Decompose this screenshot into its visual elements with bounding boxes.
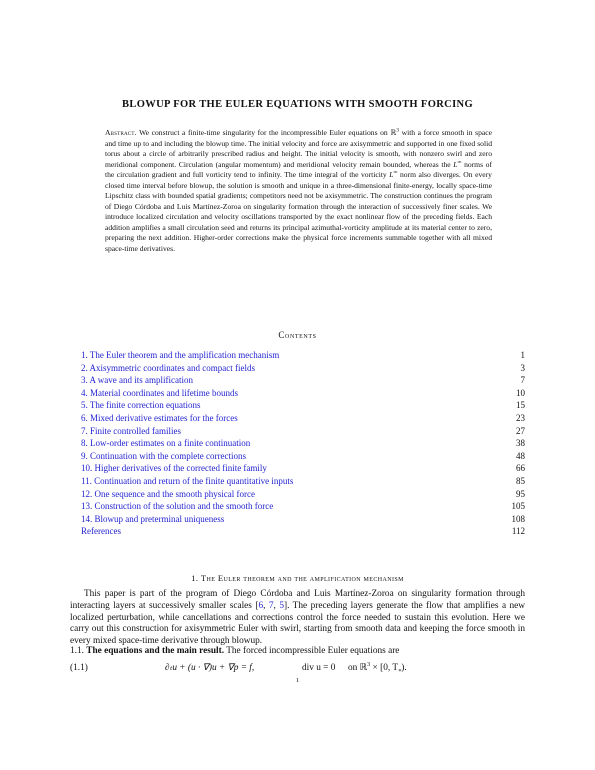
- toc-page: 10: [516, 387, 525, 398]
- abstract-label: Abstract.: [105, 128, 137, 137]
- citation-link[interactable]: 6: [258, 600, 264, 611]
- toc-entry[interactable]: [81, 513, 525, 526]
- contents-heading: Contents: [278, 330, 317, 340]
- equation-domain-on: on ℝ: [348, 663, 367, 673]
- toc-page: 3: [520, 362, 525, 373]
- toc-page: 108: [511, 513, 525, 524]
- toc-page: 95: [516, 488, 525, 499]
- citation-link[interactable]: 5: [279, 600, 284, 611]
- toc-link[interactable]: 7. Finite controlled families: [81, 425, 181, 436]
- abstract-text-3: norms of the circulation gradient and full vorticity tend to infinity. The time integral of the vorticity: [105, 159, 492, 179]
- paper-title: BLOWUP FOR THE EULER EQUATIONS WITH SMOOTH FORCING: [122, 99, 473, 110]
- toc-link[interactable]: 4. Material coordinates and lifetime bounds: [81, 387, 238, 398]
- toc-entry[interactable]: [81, 349, 525, 362]
- toc-entry[interactable]: [81, 437, 525, 450]
- toc-entry[interactable]: [81, 475, 525, 488]
- toc-link[interactable]: 3. A wave and its amplification: [81, 375, 193, 386]
- toc-entry[interactable]: [81, 500, 525, 513]
- toc-page: 27: [516, 425, 525, 436]
- toc-link[interactable]: 13. Construction of the solution and the smooth force: [81, 501, 274, 512]
- toc-link[interactable]: 12. One sequence and the smooth physical force: [81, 488, 255, 499]
- toc-page: 48: [516, 450, 525, 461]
- toc-page: 1: [520, 350, 525, 360]
- toc-entry[interactable]: [81, 425, 525, 438]
- abstract-text-1: We construct a finite-time singularity for the incompressible Euler equations on ℝ: [139, 128, 397, 137]
- toc-entry[interactable]: [81, 488, 525, 501]
- toc-entry[interactable]: [81, 462, 525, 475]
- abstract-infinity-exponent-2: ∞: [393, 169, 398, 176]
- toc-entry[interactable]: [81, 362, 525, 375]
- toc-entry[interactable]: [81, 412, 525, 425]
- abstract: [105, 128, 492, 254]
- equation-momentum: ∂ₜu + (u · ∇)u + ∇p = f,: [165, 663, 255, 673]
- toc-link[interactable]: 10. Higher derivatives of the corrected finite family: [81, 463, 267, 474]
- abstract-text-4: norm also diverges. On every closed time interval before blowup, the solution is smooth and unique in a three-dimensional finite-energy, locally space-time Lipschitz class with bounded spatial gradients; competitors need not be axisymmetric. The construction continues the program of Diego Córdoba and Luis Martínez-Zoroa on singularity formation through the interaction of successively finer scales. We introduce localized circulation and velocity oscillations transported by the exact nonlinear flow of the preceding fields. Each addition amplifies a small circulation seed and returns its principal azimuthal-vorticity amplitude at its material center to zero, preparing the next addition. Higher-order corrections make the physical force increments summable together with all mixed space-time derivatives.: [105, 170, 492, 253]
- toc-entry[interactable]: [81, 387, 525, 400]
- toc-entry[interactable]: [81, 450, 525, 463]
- section-1-heading: 1. The Euler theorem and the amplification mechanism: [191, 573, 404, 583]
- equation-domain-close: ).: [401, 663, 407, 673]
- equation-domain: [348, 662, 407, 674]
- table-of-contents: [81, 349, 525, 538]
- toc-page: 112: [511, 526, 525, 537]
- equation-divergence: div u = 0: [302, 663, 336, 673]
- subsection-text: The forced incompressible Euler equations are: [226, 646, 400, 656]
- abstract-r3-exponent: 3: [396, 127, 400, 134]
- toc-link[interactable]: 5. The finite correction equations: [81, 400, 201, 411]
- toc-page: 66: [516, 463, 525, 474]
- toc-link[interactable]: 14. Blowup and preterminal uniqueness: [81, 513, 225, 524]
- page-number: 1: [295, 677, 300, 684]
- toc-entry[interactable]: [81, 374, 525, 387]
- toc-link[interactable]: 2. Axisymmetric coordinates and compact fields: [81, 362, 255, 373]
- toc-page: 15: [516, 400, 525, 411]
- abstract-l-symbol-2: L: [389, 170, 394, 179]
- abstract-infinity-exponent: ∞: [457, 158, 462, 165]
- subsection-number: 1.1.: [70, 646, 84, 656]
- paragraph-text-2: ]. The preceding layers generate the flow that amplifies a new localized perturbation, while cancellations and corrections control the force needed to sustain this evolution. Here we carry out this construction for axisymmetric Euler with swirl, starting from smooth data and keeping the force smooth in every mixed space-time derivative through blowup.: [70, 600, 526, 647]
- toc-link[interactable]: 1. The Euler theorem and the amplification mechanism: [81, 350, 280, 360]
- toc-entry[interactable]: [81, 399, 525, 412]
- toc-link[interactable]: References: [81, 526, 121, 537]
- toc-page: 105: [511, 501, 525, 512]
- paragraph-text-1: This paper is part of the program of Diego Córdoba and Luis Martínez-Zoroa on singularity formation through interacting layers at successively smaller scales [: [70, 589, 525, 611]
- equation-number: (1.1): [70, 663, 88, 673]
- toc-link[interactable]: 9. Continuation with the complete corrections: [81, 450, 246, 461]
- section-1-paragraph: [70, 589, 525, 648]
- equation-domain-subscript: *: [398, 667, 402, 675]
- equation-1-1: [70, 662, 525, 674]
- toc-link[interactable]: 11. Continuation and return of the finite quantitative inputs: [81, 475, 294, 486]
- toc-link[interactable]: 6. Mixed derivative estimates for the forces: [81, 412, 238, 423]
- toc-page: 23: [516, 412, 525, 423]
- equation-domain-times: × [0, T: [370, 663, 399, 673]
- equation-domain-exponent: 3: [366, 660, 371, 668]
- toc-page: 7: [520, 375, 525, 386]
- citation-separator: ,: [263, 600, 269, 611]
- subsection-title: The equations and the main result.: [86, 646, 225, 656]
- subsection-1-1: [70, 646, 525, 658]
- abstract-text-2: with a force smooth in space and time up to and including the blowup time. The initial velocity and force are axisymmetric and supported in one fixed solid torus about a circle of arbitrarily prescribed radius and height. The initial velocity is smooth, with nonzero swirl and zero meridional component. Circulation (angular momentum) and meridional velocity remain bounded, whereas the: [105, 128, 493, 169]
- citation-link[interactable]: 7: [268, 600, 274, 611]
- abstract-l-symbol: L: [453, 159, 458, 169]
- toc-link[interactable]: 8. Low-order estimates on a finite continuation: [81, 438, 251, 449]
- toc-entry[interactable]: [81, 525, 525, 538]
- toc-page: 38: [516, 438, 525, 449]
- toc-page: 85: [516, 475, 525, 486]
- citation-separator: ,: [273, 600, 280, 611]
